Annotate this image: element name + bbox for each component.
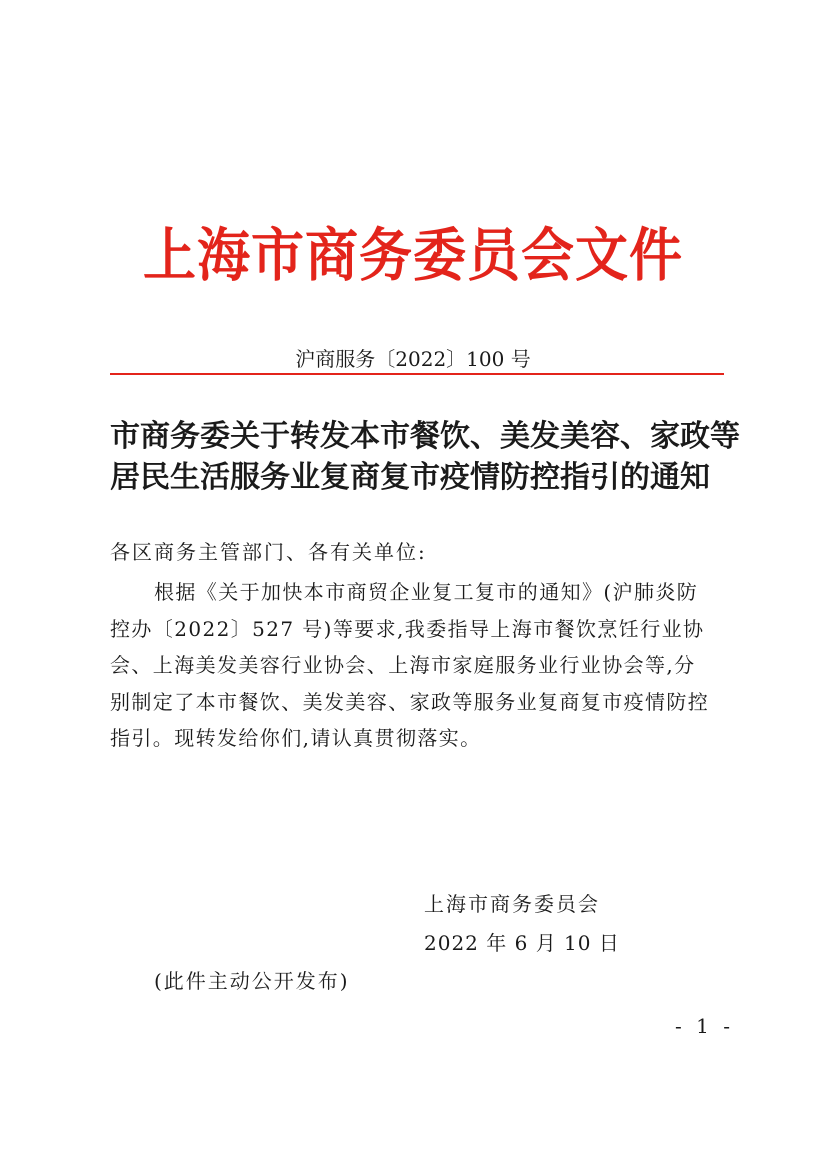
body-line-3: 会、上海美发美容行业协会、上海市家庭服务业行业协会等,分 <box>110 653 696 677</box>
body-paragraph <box>110 574 724 757</box>
document-title <box>110 416 740 498</box>
signature-date: 2022 年 6 月 10 日 <box>424 931 620 955</box>
red-divider-line <box>110 373 724 375</box>
issuer-header-title: 上海市商务委员会文件 <box>143 222 683 290</box>
salutation: 各区商务主管部门、各有关单位: <box>110 540 427 564</box>
document-title-line-1: 市商务委关于转发本市餐饮、美发美容、家政等 <box>110 419 740 454</box>
page-number: - 1 - <box>675 1014 734 1038</box>
signature-organization: 上海市商务委员会 <box>424 892 600 916</box>
body-line-5: 指引。现转发给你们,请认真贯彻落实。 <box>110 726 482 750</box>
document-title-line-2: 居民生活服务业复商复市疫情防控指引的通知 <box>110 460 710 495</box>
body-line-2: 控办〔2022〕527 号)等要求,我委指导上海市餐饮烹饪行业协 <box>110 616 705 641</box>
body-line-1: 根据《关于加快本市商贸企业复工复市的通知》(沪肺炎防 <box>154 580 699 604</box>
body-line-4: 别制定了本市餐饮、美发美容、家政等服务业复商复市疫情防控 <box>110 689 710 714</box>
document-number: 沪商服务〔2022〕100 号 <box>295 347 531 371</box>
publish-note: (此件主动公开发布) <box>154 969 350 993</box>
